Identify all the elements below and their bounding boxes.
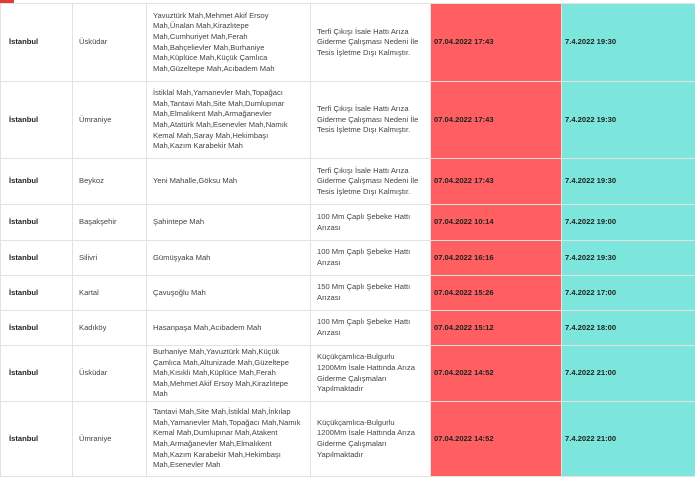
table-row xyxy=(1,241,695,276)
cell-baslangic: 07.04.2022 16:16 xyxy=(431,241,562,276)
cell-il: İstanbul xyxy=(1,205,73,241)
cell-ilce: Beykoz xyxy=(73,159,147,205)
cell-bitis: 7.4.2022 19:30 xyxy=(562,82,695,159)
table-body xyxy=(1,4,695,477)
table-row xyxy=(1,82,695,159)
table-row xyxy=(1,159,695,205)
cell-mahalleler: Yeni Mahalle,Göksu Mah xyxy=(147,159,311,205)
cell-bitis: 7.4.2022 18:00 xyxy=(562,311,695,346)
cell-ilce: Ümraniye xyxy=(73,82,147,159)
cell-mahalleler: Gümüşyaka Mah xyxy=(147,241,311,276)
cell-mahalleler: Çavuşoğlu Mah xyxy=(147,276,311,311)
cell-mahalleler: Burhaniye Mah,Yavuztürk Mah,Küçük Çamlıca Mah,Altunizade Mah,Güzeltepe Mah,Kısıklı Mah,Küplüce Mah,Ferah Mah,Mehmet Akif Ersoy Mah,Kirazlıtepe Mah xyxy=(147,346,311,402)
cell-mahalleler: Tantavi Mah,Site Mah,İstiklal Mah,İnkılap Mah,Yamanevler Mah,Topağacı Mah,Namık Kemal Mah,Dumlupınar Mah,Atakent Mah,Armağanevler Mah,Elmalıkent Mah,Kazım Karabekir Mah,Hekimbaşı Mah,Esenevler Mah xyxy=(147,402,311,477)
cell-baslangic: 07.04.2022 17:43 xyxy=(431,159,562,205)
cell-bitis: 7.4.2022 19:30 xyxy=(562,159,695,205)
table-row xyxy=(1,205,695,241)
cell-neden: Terfi Çıkışı İsale Hattı Arıza Giderme Çalışması Nedeni İle Tesis İşletme Dışı Kalmıştır. xyxy=(311,4,431,82)
cell-baslangic: 07.04.2022 17:43 xyxy=(431,4,562,82)
cell-neden: 100 Mm Çaplı Şebeke Hattı Arızası xyxy=(311,241,431,276)
cell-il: İstanbul xyxy=(1,241,73,276)
cell-il: İstanbul xyxy=(1,402,73,477)
water-outage-table xyxy=(0,3,695,477)
cell-bitis: 7.4.2022 19:00 xyxy=(562,205,695,241)
cell-neden: Terfi Çıkışı İsale Hattı Arıza Giderme Çalışması Nedeni İle Tesis İşletme Dışı Kalmıştır. xyxy=(311,159,431,205)
cell-baslangic: 07.04.2022 14:52 xyxy=(431,346,562,402)
table-row xyxy=(1,402,695,477)
cell-bitis: 7.4.2022 19:30 xyxy=(562,241,695,276)
cell-ilce: Kadıköy xyxy=(73,311,147,346)
cell-neden: Küçükçamlıca-Bulgurlu 1200Mm İsale Hattında Arıza Giderme Çalışmaları Yapılmaktadır xyxy=(311,402,431,477)
cell-baslangic: 07.04.2022 14:52 xyxy=(431,402,562,477)
cell-ilce: Silivri xyxy=(73,241,147,276)
cell-mahalleler: Yavuztürk Mah,Mehmet Akif Ersoy Mah,Ünalan Mah,Kirazlıtepe Mah,Cumhuriyet Mah,Ferah Mah,Bahçelievler Mah,Burhaniye Mah,Küplüce Mah,Küçük Çamlıca Mah,Güzeltepe Mah,Acıbadem Mah xyxy=(147,4,311,82)
cell-neden: 100 Mm Çaplı Şebeke Hattı Arızası xyxy=(311,205,431,241)
cell-ilce: Kartal xyxy=(73,276,147,311)
table-row xyxy=(1,346,695,402)
cell-bitis: 7.4.2022 21:00 xyxy=(562,346,695,402)
cell-il: İstanbul xyxy=(1,82,73,159)
table-row xyxy=(1,276,695,311)
cell-il: İstanbul xyxy=(1,159,73,205)
cell-bitis: 7.4.2022 17:00 xyxy=(562,276,695,311)
cell-baslangic: 07.04.2022 15:12 xyxy=(431,311,562,346)
cell-ilce: Ümraniye xyxy=(73,402,147,477)
cell-bitis: 7.4.2022 19:30 xyxy=(562,4,695,82)
cell-mahalleler: Şahintepe Mah xyxy=(147,205,311,241)
cell-ilce: Üsküdar xyxy=(73,4,147,82)
cell-neden: Küçükçamlıca-Bulgurlu 1200Mm İsale Hattında Arıza Giderme Çalışmaları Yapılmaktadır xyxy=(311,346,431,402)
cell-baslangic: 07.04.2022 15:26 xyxy=(431,276,562,311)
table-row xyxy=(1,311,695,346)
cell-mahalleler: Hasanpaşa Mah,Acıbadem Mah xyxy=(147,311,311,346)
cell-neden: 100 Mm Çaplı Şebeke Hattı Arızası xyxy=(311,311,431,346)
cell-neden: Terfi Çıkışı İsale Hattı Arıza Giderme Çalışması Nedeni İle Tesis İşletme Dışı Kalmıştır. xyxy=(311,82,431,159)
cell-ilce: Üsküdar xyxy=(73,346,147,402)
table-row xyxy=(1,4,695,82)
cell-bitis: 7.4.2022 21:00 xyxy=(562,402,695,477)
cell-neden: 150 Mm Çaplı Şebeke Hattı Arızası xyxy=(311,276,431,311)
cell-il: İstanbul xyxy=(1,311,73,346)
cell-baslangic: 07.04.2022 17:43 xyxy=(431,82,562,159)
cell-il: İstanbul xyxy=(1,276,73,311)
cell-mahalleler: İstiklal Mah,Yamanevler Mah,Topağacı Mah,Tantavi Mah,Site Mah,Dumlupınar Mah,Elmalıkent Mah,Armağanevler Mah,Atatürk Mah,Esenevler Mah,Namık Kemal Mah,Saray Mah,Hekimbaşı Mah,Kazım Karabekir Mah xyxy=(147,82,311,159)
cell-il: İstanbul xyxy=(1,346,73,402)
cell-baslangic: 07.04.2022 10:14 xyxy=(431,205,562,241)
cell-il: İstanbul xyxy=(1,4,73,82)
cell-ilce: Başakşehir xyxy=(73,205,147,241)
